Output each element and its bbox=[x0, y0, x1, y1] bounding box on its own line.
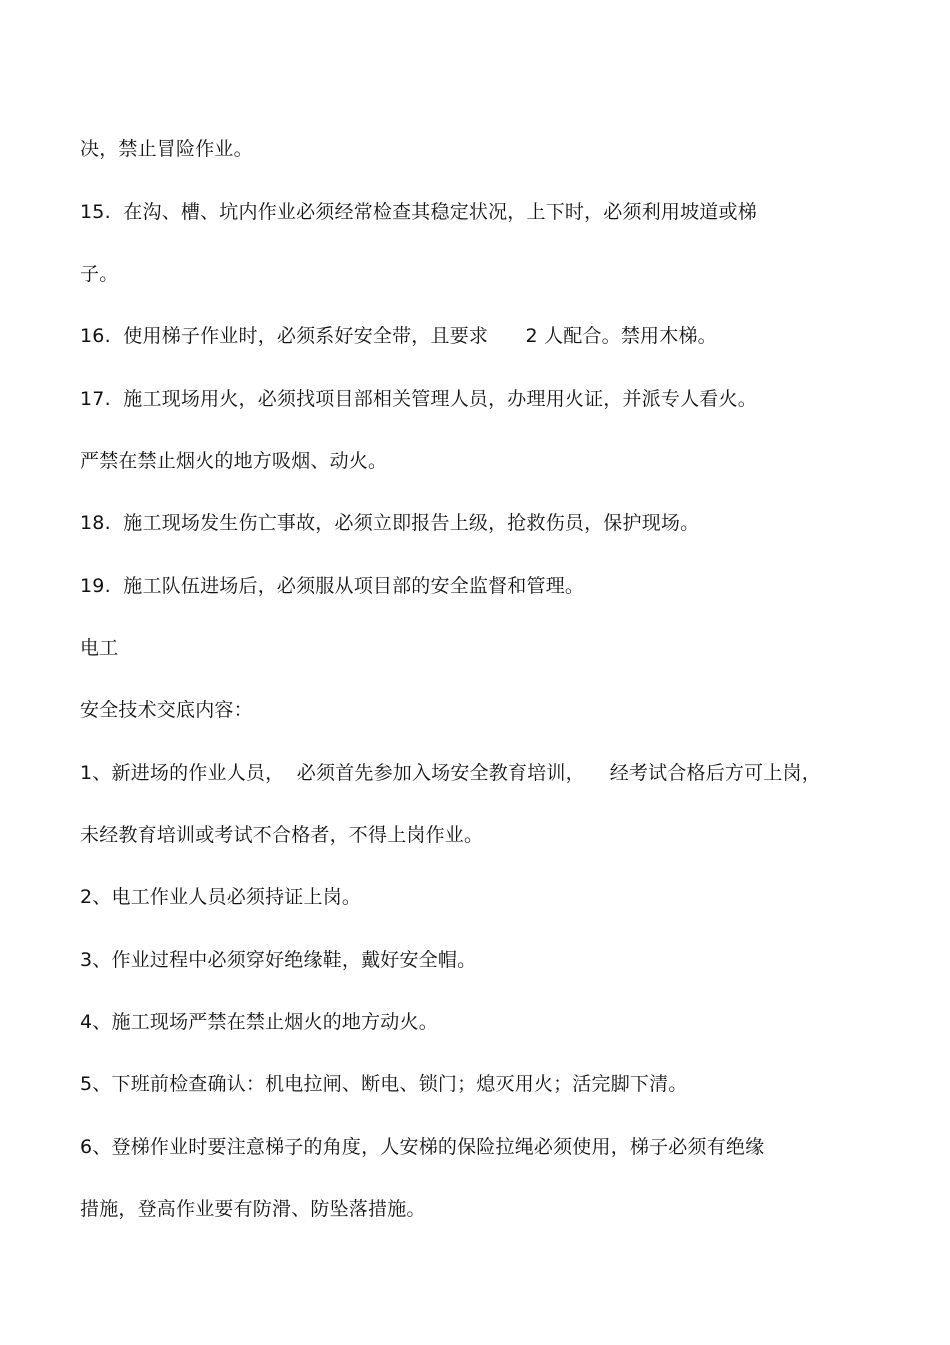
text-line: 4、施工现场严禁在禁止烟火的地方动火。 bbox=[80, 1011, 438, 1033]
text-line: 措施，登高作业要有防滑、防坠落措施。 bbox=[80, 1198, 426, 1220]
text-line: 18. 施工现场发生伤亡事故，必须立即报告上级，抢救伤员，保护现场。 bbox=[80, 512, 700, 534]
text-line: 15. 在沟、槽、坑内作业必须经常检查其稳定状况，上下时，必须利用坡道或梯 bbox=[80, 201, 757, 223]
section-subheading: 安全技术交底内容： bbox=[80, 699, 253, 721]
text-line: 未经教育培训或考试不合格者，不得上岗作业。 bbox=[80, 824, 484, 846]
text-line: 严禁在禁止烟火的地方吸烟、动火。 bbox=[80, 450, 388, 472]
text-line: 16. 使用梯子作业时，必须系好安全带，且要求 2 人配合。禁用木梯。 bbox=[80, 325, 717, 347]
text-line: 决，禁止冒险作业。 bbox=[80, 138, 253, 160]
text-line: 1、新进场的作业人员， 必须首先参加入场安全教育培训， 经考试合格后方可上岗， bbox=[80, 762, 821, 784]
text-line: 19. 施工队伍进场后，必须服从项目部的安全监督和管理。 bbox=[80, 575, 585, 597]
section-heading: 电工 bbox=[80, 637, 119, 659]
text-line: 子。 bbox=[80, 263, 119, 285]
text-line: 5、下班前检查确认：机电拉闸、断电、锁门；熄灭用火；活完脚下清。 bbox=[80, 1073, 688, 1095]
text-line: 17. 施工现场用火，必须找项目部相关管理人员，办理用火证，并派专人看火。 bbox=[80, 388, 757, 410]
text-line: 6、登梯作业时要注意梯子的角度，人安梯的保险拉绳必须使用，梯子必须有绝缘 bbox=[80, 1136, 765, 1158]
text-line: 2、电工作业人员必须持证上岗。 bbox=[80, 886, 362, 908]
text-line: 3、作业过程中必须穿好绝缘鞋，戴好安全帽。 bbox=[80, 949, 477, 971]
